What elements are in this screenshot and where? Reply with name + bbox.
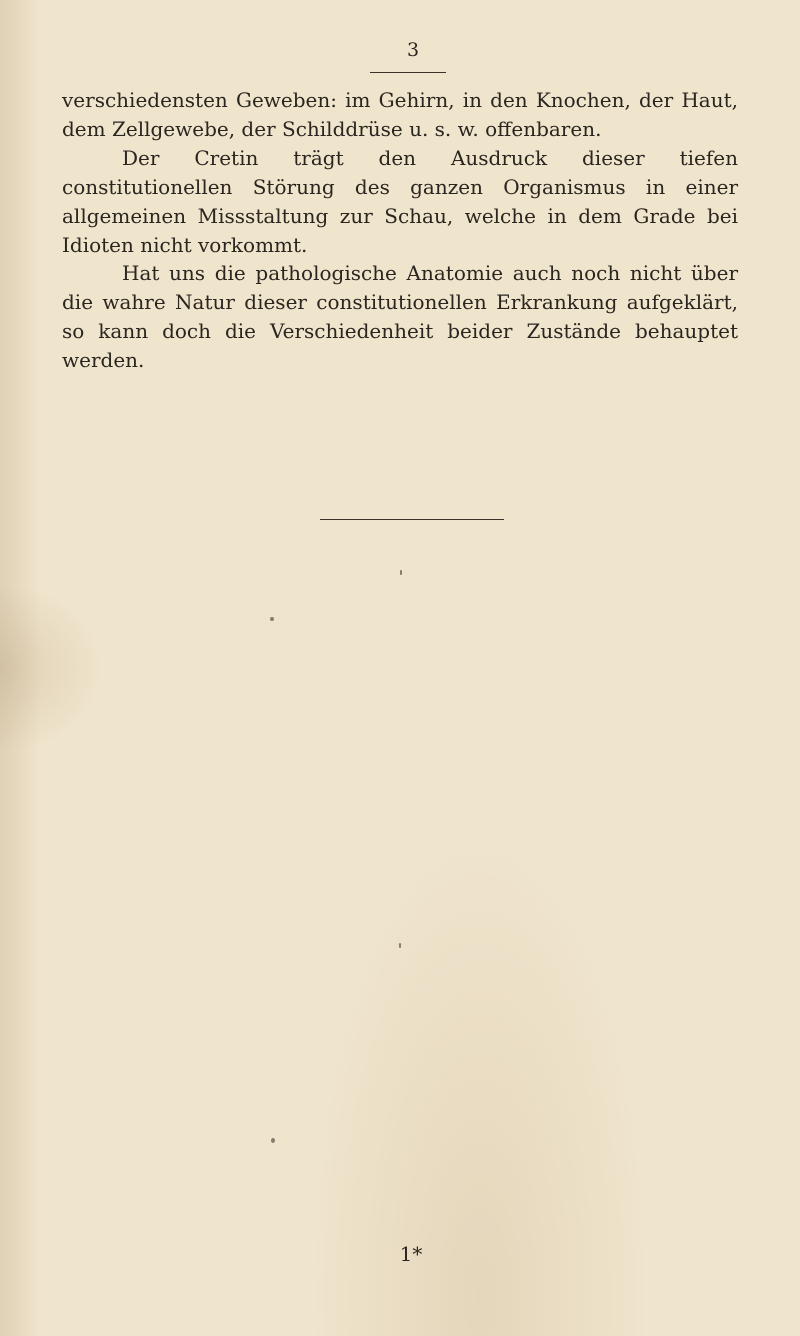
page-number: 3: [406, 39, 420, 61]
paragraph-3: Hat uns die pathologische Anatomie auch noch nicht über die wahre Natur dieser constitutionellen Erkrankung aufgeklärt, so kann doch die Verschiedenheit beider Zustände behauptet werden.: [62, 261, 738, 373]
paragraph-2: Der Cretin trägt den Ausdruck dieser tiefen constitutionellen Störung des ganzen Organismus in einer allgemeinen Missstaltung zur Schau, welche in dem Grade bei Idioten nicht vorkommt.: [62, 145, 738, 257]
paper-speck: [399, 943, 401, 948]
signature-mark: 1*: [399, 1242, 423, 1266]
paper-speck: [271, 1138, 275, 1143]
paragraph-1: verschiedensten Geweben: im Gehirn, in den Knochen, der Haut, dem Zellgewebe, der Schilddrüse u. s. w. offenbaren.: [62, 88, 738, 141]
page-number-rule: [370, 72, 446, 73]
paper-speck: [270, 617, 274, 621]
body-text: [62, 86, 738, 375]
section-divider: [320, 519, 504, 520]
paper-speck: [400, 570, 402, 575]
